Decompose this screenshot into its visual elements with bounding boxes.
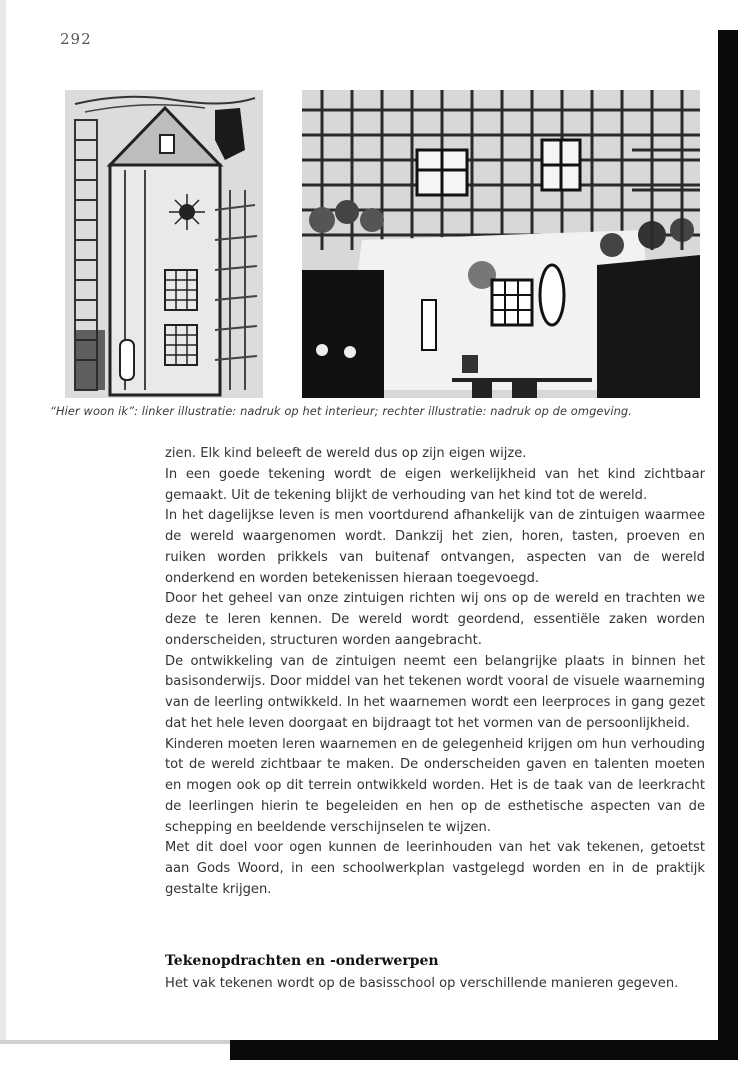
scan-border-bottom-light (0, 1040, 230, 1044)
scan-border-bottom (230, 1040, 738, 1060)
page-number: 292 (60, 30, 92, 48)
section-paragraph: Het vak tekenen wordt op de basisschool op verschillende manieren gegeven. (165, 976, 679, 991)
paragraph: Door het geheel van onze zintuigen richten wij ons op de wereld en trachten we deze te leren kennen. De wereld wordt geordend, essentiële zaken worden onderscheiden, structuren worden aangebracht. (165, 591, 705, 648)
scan-border-right (718, 30, 738, 1040)
paragraph: zien. Elk kind beleeft de wereld dus op zijn eigen wijze. (165, 446, 527, 461)
illustration-left (65, 90, 263, 398)
paragraph: Kinderen moeten leren waarnemen en de gelegenheid krijgen om hun verhouding tot de wereld zichtbaar te maken. De onderscheiden gaven en talenten moeten en mogen ook op dit terrein ontwikkeld worden. Het is de taak van de leerkracht de leerlingen hierin te begeleiden en hen op de esthetische aspecten van de schepping en beeldende verschijnselen te wijzen. (165, 736, 705, 835)
paragraph: Met dit doel voor ogen kunnen de leerinhouden van het vak tekenen, getoetst aan Gods Woord, in een schoolwerkplan vastgelegd worden en in de praktijk gestalte krijgen. (165, 840, 705, 897)
paragraph: De ontwikkeling van de zintuigen neemt een belangrijke plaats in binnen het basisonderwijs. Door middel van het tekenen wordt vooral de visuele waarneming van de leerling ontwikkeld. In het waarnemen wordt een leerproces in gang gezet dat het hele leven doorgaat en bijdraagt tot het vormen van de persoonlijkheid. (165, 653, 705, 731)
paragraph: In een goede tekening wordt de eigen werkelijkheid van het kind zichtbaar gemaakt. Uit de tekening blijkt de verhouding van het kind tot de wereld. (165, 466, 705, 503)
paragraph: In het dagelijkse leven is men voortdurend afhankelijk van de zintuigen waarmee de wereld waargenomen wordt. Dankzij het zien, horen, tasten, proeven en ruiken worden prikkels van buitenaf ontvangen, aspecten van de wereld onderkend en worden betekenissen hieraan toegevoegd. (165, 508, 705, 586)
illustration-right (302, 90, 700, 398)
section-heading: Tekenopdrachten en -onderwerpen (165, 953, 439, 969)
illustration-caption: “Hier woon ik”: linker illustratie: nadruk op het interieur; rechter illustratie: nadruk op de omgeving. (50, 404, 632, 418)
page-left-edge (0, 0, 6, 1040)
body-text (165, 444, 705, 901)
